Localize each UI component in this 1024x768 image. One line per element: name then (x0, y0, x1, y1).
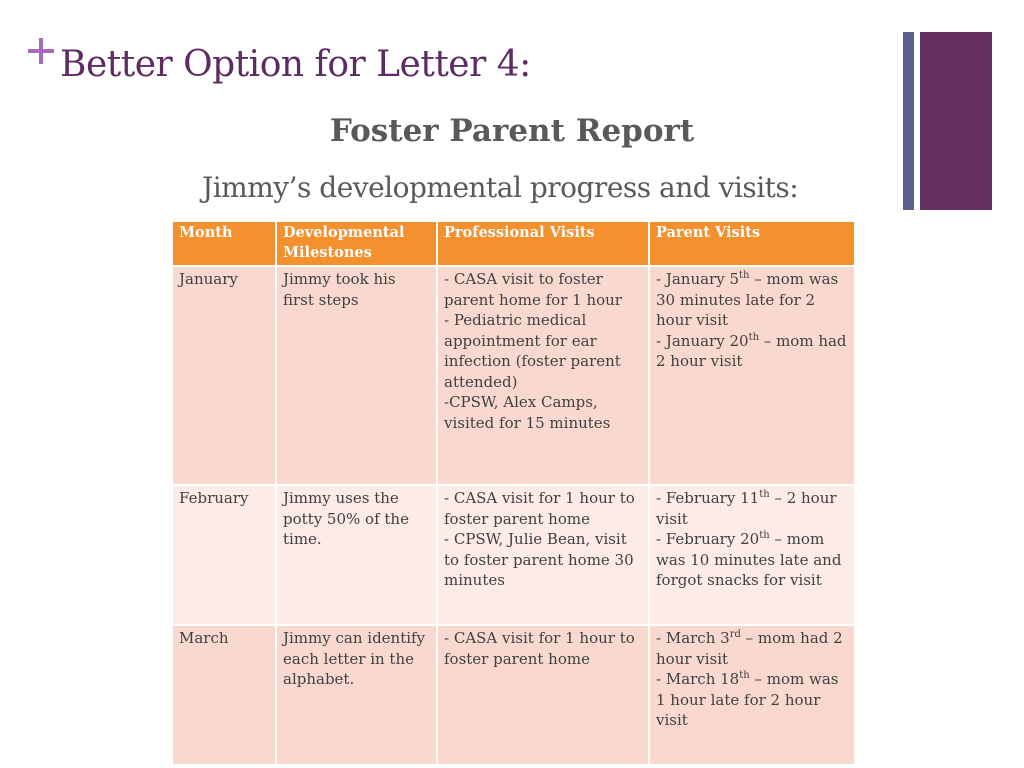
report-title: Foster Parent Report (329, 113, 695, 149)
parent-visit-item: - March 18th – mom was 1 hour late for 2 hour visit (656, 670, 839, 729)
column-header-parent-visits: Parent Visits (649, 221, 855, 266)
professional-visit-item: - CPSW, Julie Bean, visit to foster parent home 30 minutes (444, 530, 634, 589)
month-cell: March (172, 625, 276, 765)
column-header-milestones: Developmental Milestones (276, 221, 437, 266)
table-row-january (172, 266, 855, 485)
table-row-february (172, 485, 855, 625)
professional-visit-item: - CASA visit to foster parent home for 1 hour (444, 270, 622, 309)
parent-visits-cell (649, 625, 855, 765)
month-cell: February (172, 485, 276, 625)
professional-visits-cell (437, 625, 649, 765)
milestone-cell: Jimmy uses the potty 50% of the time. (276, 485, 437, 625)
report-subtitle: Jimmy’s developmental progress and visits: (202, 171, 799, 204)
milestone-cell: Jimmy can identify each letter in the alphabet. (276, 625, 437, 765)
parent-visit-item: - February 20th – mom was 10 minutes late and forgot snacks for visit (656, 530, 842, 589)
table-header-row (172, 221, 855, 266)
parent-visit-item: - January 5th – mom was 30 minutes late for 2 hour visit (656, 270, 839, 329)
professional-visit-item: - Pediatric medical appointment for ear infection (foster parent attended) (444, 311, 621, 391)
month-cell: January (172, 266, 276, 485)
professional-visit-item: -CPSW, Alex Camps, visited for 15 minutes (444, 393, 611, 432)
plus-icon (28, 38, 54, 64)
professional-visits-cell (437, 485, 649, 625)
milestone-cell: Jimmy took his first steps (276, 266, 437, 485)
professional-visit-item: - CASA visit for 1 hour to foster parent home (444, 629, 635, 668)
professional-visit-item: - CASA visit for 1 hour to foster parent home (444, 489, 635, 528)
table-row-march (172, 625, 855, 765)
parent-visit-item: - March 3rd – mom had 2 hour visit (656, 629, 843, 668)
parent-visits-cell (649, 266, 855, 485)
parent-visits-cell (649, 485, 855, 625)
parent-visit-item: - January 20th – mom had 2 hour visit (656, 331, 847, 370)
professional-visits-cell (437, 266, 649, 485)
column-header-professional-visits: Professional Visits (437, 221, 649, 266)
report-table (171, 220, 856, 766)
slide-title: Better Option for Letter 4: (60, 44, 531, 85)
column-header-month: Month (172, 221, 276, 266)
parent-visit-item: - February 11th – 2 hour visit (656, 489, 837, 528)
